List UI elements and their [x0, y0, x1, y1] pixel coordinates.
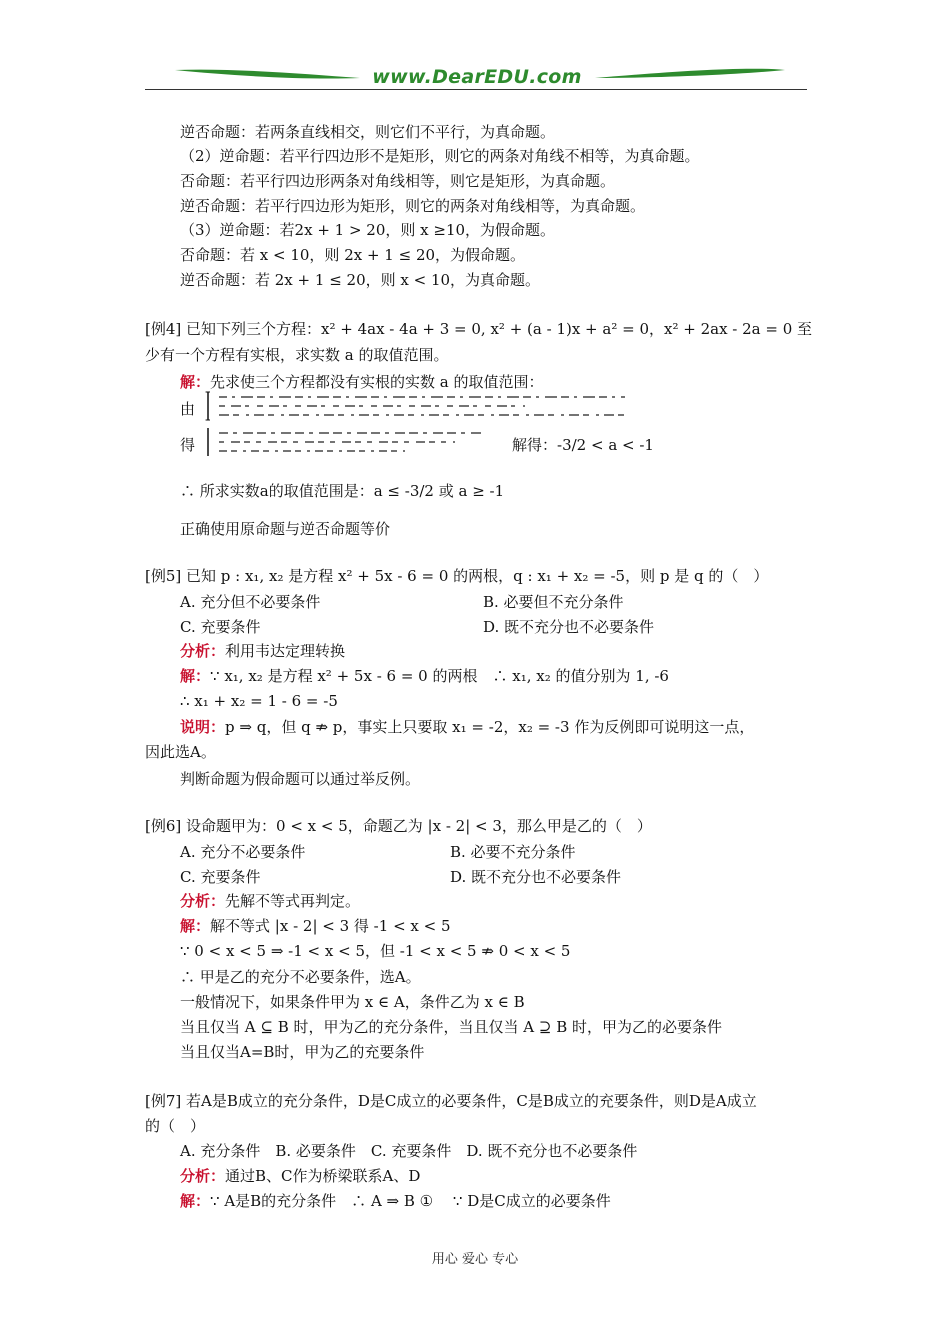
line-text: 正确使用原命题与逆否命题等价 [180, 520, 391, 538]
text-line-l4 [180, 195, 645, 217]
option-o6d: D. 既不充分也不必要条件 [450, 868, 622, 886]
label-e5f: 解： [180, 667, 211, 685]
label-e7e: 解： [180, 1192, 211, 1210]
option-o5d: D. 既不充分也不必要条件 [483, 618, 655, 636]
option-o6b: B. 必要不充分条件 [450, 843, 576, 861]
line-text: ∵ x₁, x₂ 是方程 x² + 5x - 6 = 0 的两根 ∴ x₁, x₂ 的值分别为 1, -6 [210, 667, 669, 685]
option-o5a: A. 充分但不必要条件 [180, 593, 321, 611]
text-line-e5a [145, 565, 768, 587]
text-line-e6h [180, 966, 421, 988]
text-line-e6j [180, 1016, 722, 1038]
text-line-l6 [180, 244, 525, 266]
line-text: [例5] 已知 p : x₁, x₂ 是方程 x² + 5x - 6 = 0 的两根，q : x₁ + x₂ = -5，则 p 是 q 的（ ） [145, 567, 769, 585]
text-line-l1 [180, 121, 555, 143]
text-line-e5g [180, 690, 338, 712]
line-text: 逆否命题：若两条直线相交，则它们不平行，为真命题。 [180, 123, 556, 141]
line-text: 否命题：若 x < 10，则 2x + 1 ≤ 20，为假命题。 [180, 246, 526, 264]
header-divider [145, 89, 807, 90]
text-line-e5h [180, 716, 754, 738]
page-footer: 用心 爱心 专心 [431, 1252, 519, 1267]
text-line-e4g [180, 480, 504, 502]
line-text: 否命题：若平行四边形两条对角线相等，则它是矩形，为真命题。 [180, 172, 616, 190]
inequality-system-graphic-1 [205, 390, 645, 422]
line-text: 利用韦达定理转换 [225, 642, 346, 660]
line-text: 解不等式 |x - 2| < 3 得 -1 < x < 5 [210, 917, 451, 935]
line-text: 逆否命题：若平行四边形为矩形，则它的两条对角线相等，为真命题。 [180, 197, 646, 215]
option-o6c: C. 充要条件 [180, 868, 261, 886]
text-line-e7c [180, 1140, 637, 1162]
text-line-l3 [180, 170, 615, 192]
line-text: 少有一个方程有实根，求实数 a 的取值范围。 [145, 346, 449, 364]
line-text: 通过B、C作为桥梁联系A、D [225, 1167, 421, 1185]
label-e5h: 说明： [180, 718, 226, 736]
label-e4c: 解： [180, 373, 211, 391]
line-text: [例6] 设命题甲为：0 < x < 5，命题乙为 |x - 2| < 3，那么甲是乙的（ ） [145, 817, 652, 835]
inequality-system-graphic-2 [205, 426, 505, 458]
line-text: [例4] 已知下列三个方程：x² + 4ax - 4a + 3 = 0, x² + (a - 1)x + a² = 0，x² + 2ax - 2a = 0 至 [145, 320, 813, 338]
text-line-e4e [180, 434, 195, 456]
line-text: 判断命题为假命题可以通过举反例。 [180, 770, 421, 788]
label-e6f: 解： [180, 917, 211, 935]
label-e5e: 分析： [180, 642, 226, 660]
option-o6a: A. 充分不必要条件 [180, 843, 306, 861]
text-line-e5f [180, 665, 669, 687]
text-line-e7e [180, 1190, 611, 1212]
line-text: 由 [180, 400, 196, 418]
line-text: 因此选A。 [145, 743, 216, 761]
text-line-e5j [180, 768, 420, 790]
line-text: 一般情况下，如果条件甲为 x ∈ A，条件乙为 x ∈ B [180, 993, 525, 1011]
text-line-e6i [180, 991, 525, 1013]
line-text: ∵ A是B的充分条件 ∴ A ⇒ B ① ∵ D是C成立的必要条件 [210, 1192, 611, 1210]
option-o5c: C. 充要条件 [180, 618, 261, 636]
site-header [145, 62, 807, 92]
line-text: ∴ x₁ + x₂ = 1 - 6 = -5 [180, 692, 338, 710]
text-line-l2 [180, 145, 700, 167]
text-line-e4b [145, 344, 448, 366]
line-text: p ⇒ q，但 q ⇏ p，事实上只要取 x₁ = -2，x₂ = -3 作为反例即可说明这一点， [225, 718, 755, 736]
line-text: ∴ 所求实数a的取值范围是：a ≤ -3/2 或 a ≥ -1 [180, 482, 505, 500]
text-line-e4f [512, 434, 654, 456]
text-line-e5e [180, 640, 345, 662]
text-line-e4a [145, 318, 812, 340]
option-o5b: B. 必要但不充分条件 [483, 593, 624, 611]
text-line-e6g [180, 940, 570, 962]
line-text: 解得：-3/2 < a < -1 [512, 436, 654, 454]
line-text: （2）逆命题：若平行四边形不是矩形，则它的两条对角线不相等，为真命题。 [180, 147, 700, 165]
line-text: ∴ 甲是乙的充分不必要条件，选A。 [180, 968, 421, 986]
line-text: 逆否命题：若 2x + 1 ≤ 20，则 x < 10，为真命题。 [180, 271, 541, 289]
text-line-e6e [180, 890, 360, 912]
line-text: 先解不等式再判定。 [225, 892, 361, 910]
line-text: 当且仅当A=B时，甲为乙的充要条件 [180, 1043, 425, 1061]
label-e6e: 分析： [180, 892, 226, 910]
text-line-e7a [145, 1090, 757, 1112]
text-line-e7d [180, 1165, 420, 1187]
line-text: （3）逆命题：若2x + 1 > 20，则 x ≥10，为假命题。 [180, 221, 556, 239]
text-line-e6f [180, 915, 451, 937]
line-text: [例7] 若A是B成立的充分条件，D是C成立的必要条件，C是B成立的充要条件，则D是A成立 [145, 1092, 757, 1110]
text-line-e4h [180, 518, 390, 540]
line-text: 得 [180, 436, 196, 454]
line-text: A. 充分条件 B. 必要条件 C. 充要条件 D. 既不充分也不必要条件 [180, 1142, 638, 1160]
site-logo[interactable]: www.DearEDU.com [372, 66, 582, 88]
line-text: ∵ 0 < x < 5 ⇒ -1 < x < 5，但 -1 < x < 5 ⇏ 0 < x < 5 [180, 942, 571, 960]
text-line-e4d [180, 398, 195, 420]
line-text: 的（ ） [145, 1117, 206, 1135]
text-line-e7b [145, 1115, 205, 1137]
text-line-e6k [180, 1041, 424, 1063]
text-line-l7 [180, 269, 540, 291]
text-line-e5i [145, 741, 216, 763]
line-text: 先求使三个方程都没有实根的实数 a 的取值范围： [210, 373, 544, 391]
text-line-e6a [145, 815, 652, 837]
line-text: 当且仅当 A ⊆ B 时，甲为乙的充分条件，当且仅当 A ⊇ B 时，甲为乙的必要条件 [180, 1018, 722, 1036]
label-e7d: 分析： [180, 1167, 226, 1185]
text-line-l5 [180, 219, 555, 241]
